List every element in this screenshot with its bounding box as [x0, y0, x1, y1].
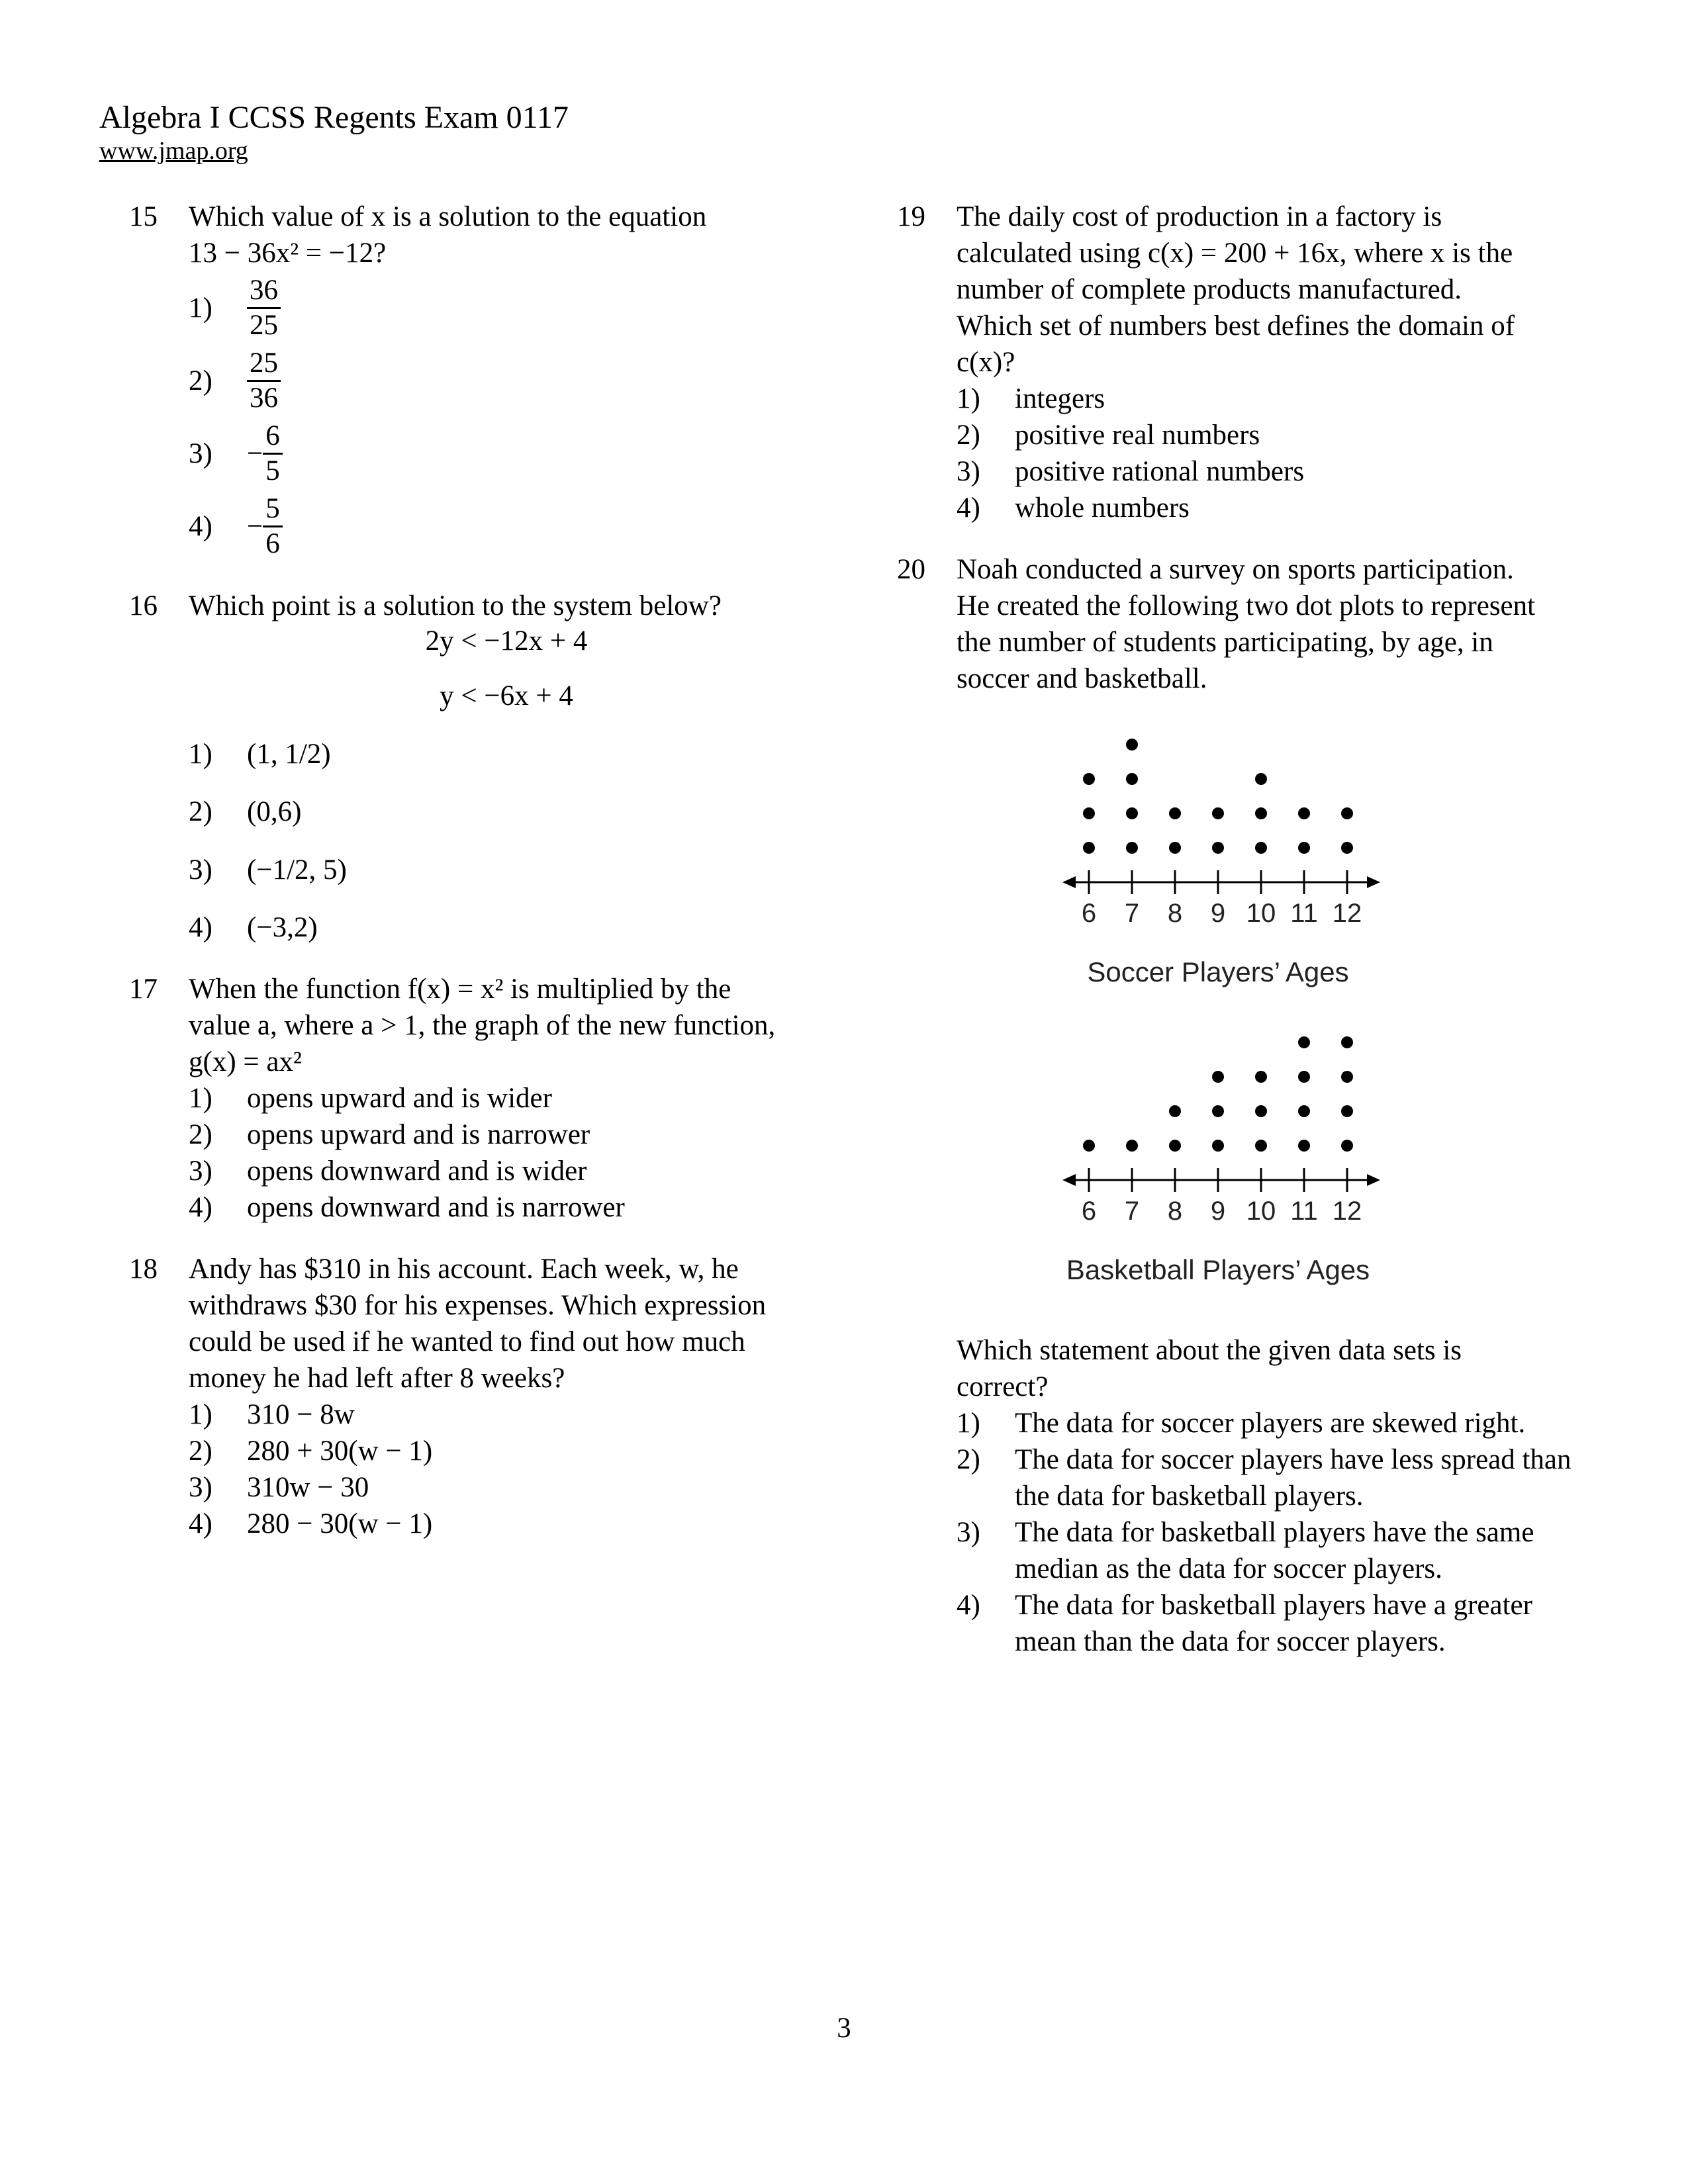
soccer-plot-title: Soccer Players’ Ages — [1087, 956, 1349, 987]
soccer-dot — [1341, 842, 1353, 854]
right-column — [897, 199, 1592, 1685]
question-line-3: number of complete products manufactured. — [957, 274, 1462, 305]
basketball-dot — [1212, 1105, 1224, 1117]
soccer-tick-label: 6 — [1081, 899, 1097, 928]
choice-1[interactable]: 1) (1, 1/2) — [189, 714, 824, 794]
basketball-tick-label: 11 — [1290, 1197, 1318, 1226]
website-link[interactable]: www.jmap.org — [99, 137, 248, 165]
choice-3[interactable]: 3) opens downward and is wider — [189, 1156, 587, 1187]
basketball-dot — [1341, 1071, 1353, 1083]
choice-4[interactable]: 4) (−3,2) — [189, 912, 318, 943]
choice-3[interactable]: 3) − $\frac{6}{5}$ — [189, 417, 824, 490]
choice-4[interactable]: 4) opens downward and is narrower — [189, 1192, 625, 1223]
choice-4[interactable]: 4) 280 − 30(w − 1) — [189, 1508, 433, 1539]
question-line-3: could be used if he wanted to find out how much — [189, 1326, 745, 1357]
exam-title: Algebra I CCSS Regents Exam 0117 — [99, 100, 569, 135]
choice-2[interactable]: 2) (0,6) — [189, 796, 302, 827]
question-18 — [129, 1251, 824, 1542]
question-line-4: Which set of numbers best defines the domain of — [957, 310, 1515, 341]
soccer-tick-label: 9 — [1210, 899, 1226, 928]
question-16 — [129, 588, 824, 946]
soccer-dot — [1212, 807, 1224, 819]
soccer-dot — [1169, 842, 1181, 854]
choice-2[interactable]: 2) positive real numbers — [957, 420, 1260, 451]
basketball-dot — [1298, 1071, 1310, 1083]
question-line-2: withdraws $30 for his expenses. Which expression — [189, 1290, 767, 1321]
basketball-dot — [1255, 1071, 1267, 1083]
basketball-tick-label: 6 — [1081, 1197, 1097, 1226]
question-line-1: Andy has $310 in his account. Each week, w, he — [189, 1253, 739, 1285]
basketball-dot — [1212, 1071, 1224, 1083]
basketball-dot — [1298, 1140, 1310, 1152]
question-line-3: the number of students participating, by age, in — [957, 627, 1493, 658]
question-line-4: money he had left after 8 weeks? — [189, 1363, 565, 1394]
fraction: $\frac{25}{36}$ — [247, 347, 281, 415]
basketball-dot — [1298, 1105, 1310, 1117]
soccer-dot — [1255, 807, 1267, 819]
basketball-plot-title: Basketball Players’ Ages — [1066, 1254, 1370, 1285]
question-line-2: calculated using c(x) = 200 + 16x, where x is the — [957, 238, 1513, 269]
question-line-1: Noah conducted a survey on sports participation. — [957, 554, 1514, 585]
fraction: $\frac{6}{5}$ — [263, 420, 283, 488]
basketball-tick-label: 8 — [1167, 1197, 1183, 1226]
question-prompt-2: correct? — [957, 1371, 1049, 1402]
question-19 — [897, 199, 1592, 526]
choice-1[interactable]: 1) 310 − 8w — [189, 1399, 355, 1430]
question-20 — [897, 551, 1592, 1660]
fraction: $\frac{36}{25}$ — [247, 274, 281, 342]
choice-1[interactable]: 1) The data for soccer players are skewed right. — [957, 1408, 1526, 1439]
choice-2[interactable]: 2) $\frac{25}{36}$ — [189, 344, 824, 417]
choice-2[interactable]: 2) The data for soccer players have less spread than the data for basketball players. — [957, 1444, 1571, 1512]
soccer-dot — [1083, 842, 1095, 854]
soccer-dot — [1298, 842, 1310, 854]
choice-4[interactable]: 4) whole numbers — [957, 492, 1190, 523]
soccer-dot — [1298, 807, 1310, 819]
question-number: 19 — [897, 201, 925, 232]
question-line-1: The daily cost of production in a factory is — [957, 201, 1442, 232]
choice-1[interactable]: 1) opens upward and is wider — [189, 1083, 552, 1114]
soccer-tick-label: 8 — [1167, 899, 1183, 928]
question-line-2: He created the following two dot plots to represent — [957, 590, 1536, 621]
question-17 — [129, 971, 824, 1226]
soccer-dot — [1255, 842, 1267, 854]
soccer-tick-label: 11 — [1290, 899, 1318, 928]
basketball-tick-label: 12 — [1332, 1197, 1362, 1226]
choice-1[interactable]: 1) $\frac{36}{25}$ — [189, 271, 824, 344]
soccer-tick-label: 12 — [1332, 899, 1362, 928]
soccer-dot — [1126, 739, 1138, 751]
point-choice-1: (1, 1/2) — [247, 738, 331, 770]
soccer-dot — [1083, 773, 1095, 785]
question-number: 17 — [129, 974, 158, 1005]
point-choice-3: (−1/2, 5) — [247, 854, 347, 886]
soccer-dot — [1083, 807, 1095, 819]
basketball-tick-label: 7 — [1124, 1197, 1140, 1226]
basketball-dot — [1341, 1140, 1353, 1152]
question-number: 20 — [897, 554, 925, 585]
soccer-dot-plot — [1062, 723, 1473, 1008]
basketball-dot — [1169, 1140, 1181, 1152]
left-column — [129, 199, 824, 1567]
choice-3[interactable]: 3) (−1/2, 5) — [189, 830, 824, 909]
question-stem: Which point is a solution to the system below? — [189, 590, 722, 621]
soccer-dot — [1341, 807, 1353, 819]
basketball-dot — [1126, 1140, 1138, 1152]
question-15 — [129, 199, 824, 563]
choice-4[interactable]: 4) − $\frac{5}{6}$ — [189, 490, 824, 563]
soccer-dot — [1126, 773, 1138, 785]
choice-3[interactable]: 3) The data for basketball players have the same median as the data for soccer players. — [957, 1517, 1534, 1584]
inequality-1: 2y < −12x + 4 — [425, 625, 588, 657]
page-header — [99, 99, 569, 165]
choice-1[interactable]: 1) integers — [957, 383, 1105, 414]
basketball-dot — [1255, 1105, 1267, 1117]
equation: 13 − 36x² = −12? — [189, 238, 387, 269]
inequality-2: y < −6x + 4 — [440, 680, 573, 711]
basketball-dot — [1341, 1105, 1353, 1117]
basketball-dot — [1169, 1105, 1181, 1117]
basketball-dot — [1255, 1140, 1267, 1152]
question-line-2: value a, where a > 1, the graph of the new function, — [189, 1010, 776, 1041]
choice-3[interactable]: 3) positive rational numbers — [957, 456, 1305, 487]
soccer-dot — [1126, 807, 1138, 819]
question-prompt-1: Which statement about the given data sets is — [957, 1335, 1462, 1366]
question-line-3: g(x) = ax² — [189, 1046, 302, 1077]
basketball-dot — [1083, 1140, 1095, 1152]
question-line-1: When the function f(x) = x² is multiplied by the — [189, 974, 731, 1005]
soccer-axis-arrow-right — [1367, 876, 1380, 888]
question-number: 15 — [129, 201, 158, 232]
question-line-5: c(x)? — [957, 347, 1015, 378]
soccer-dot — [1212, 842, 1224, 854]
question-number: 18 — [129, 1253, 158, 1285]
basketball-axis-arrow-right — [1367, 1174, 1380, 1186]
basketball-tick-label: 10 — [1246, 1197, 1276, 1226]
soccer-dot — [1255, 773, 1267, 785]
soccer-tick-label: 7 — [1124, 899, 1140, 928]
basketball-dot — [1298, 1036, 1310, 1048]
soccer-dot — [1126, 842, 1138, 854]
basketball-axis-arrow-left — [1062, 1174, 1076, 1186]
choice-4[interactable]: 4) The data for basketball players have a greater mean than the data for soccer players. — [957, 1590, 1532, 1657]
choice-3[interactable]: 3) 310w − 30 — [189, 1472, 369, 1503]
question-line-4: soccer and basketball. — [957, 663, 1207, 694]
page-number: 3 — [837, 2013, 851, 2044]
fraction: $\frac{5}{6}$ — [263, 492, 283, 561]
soccer-axis-arrow-left — [1062, 876, 1076, 888]
question-stem: Which value of x is a solution to the equation — [189, 201, 707, 232]
choice-2[interactable]: 2) 280 + 30(w − 1) — [189, 1435, 433, 1467]
soccer-tick-label: 10 — [1246, 899, 1276, 928]
basketball-dot — [1212, 1140, 1224, 1152]
basketball-dot — [1341, 1036, 1353, 1048]
soccer-dot — [1169, 807, 1181, 819]
question-number: 16 — [129, 590, 158, 621]
choice-2[interactable]: 2) opens upward and is narrower — [189, 1119, 590, 1150]
basketball-tick-label: 9 — [1210, 1197, 1226, 1226]
basketball-dot-plot — [1062, 1021, 1473, 1306]
